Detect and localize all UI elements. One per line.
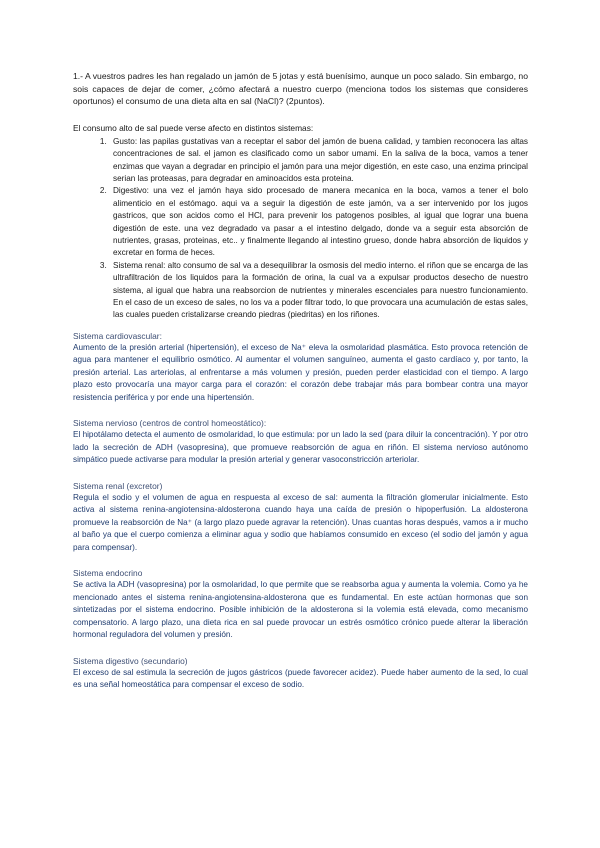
section-title: Sistema endocrino bbox=[73, 568, 143, 579]
section-cardiovascular bbox=[73, 330, 528, 405]
section-body: Regula el sodio y el volumen de agua en respuesta al exceso de sal: aumenta la filtración glomerular inicialmente. Esto activa al sistema renina-angiotensina-aldosterona cuando haya una caída de presión o hipoperfusión. La aldosterona promueve la reabsorción de Na⁺ (a largo plazo puede agravar la retención). Unas cuantas horas después, vamos a ir mucho al baño ya que el cuerpo comienza a eliminar agua y sodio que habíamos consumido en exceso (el sodio del jamón y agua para compensar). bbox=[73, 492, 528, 552]
answer-item-gusto: 1. Gusto: las papilas gustativas van a receptar el sabor del jamón de buena calidad, y tambien reconocera las altas concentraciones de sal. el jamon es clasificado como un sabor umami. En la saliva de la boca, vamos a tener enzimas que vayan a degradar en principio el jamón para una mejor digestión, en este caso, una enzima principal serian las proteasas, para degradar en aminoacidos esta proteina. bbox=[109, 136, 528, 186]
section-body: Se activa la ADH (vasopresina) por la osmolaridad, lo que permite que se reabsorba agua y aumenta la volemia. Como ya he mencionado antes el sistema renina-angiotensina-aldosterona que es fundamental. En este actúan hormonas que son sintetizadas por el sistema endocrino. Posible inhibición de la aldosterona si la volemia está elevada, como mecanismo compensatorio. A largo plazo, una dieta rica en sal puede provocar un estrés osmótico crónico puede alterar la liberación hormonal reguladora del volumen y presión. bbox=[73, 580, 528, 640]
section-title: Sistema digestivo (secundario) bbox=[73, 655, 188, 666]
answer-intro: El consumo alto de sal puede verse afecto en distintos sistemas: bbox=[73, 122, 314, 133]
section-endocrino bbox=[73, 567, 528, 642]
answer-list bbox=[73, 136, 528, 322]
section-title: Sistema nervioso (centros de control homeostático): bbox=[73, 418, 267, 429]
section-title: Sistema renal (excretor) bbox=[73, 480, 163, 491]
section-body: El hipotálamo detecta el aumento de osmolaridad, lo que estimula: por un lado la sed (para diluir la concentración). Y por otro lado la secreción de ADH (vasopresina), que promueve reabsorción de agua en riñón. El sistema nervioso autónomo simpático puede activarse para modular la presión arterial y generar vasoconstricción arteriolar. bbox=[73, 430, 528, 465]
section-title: Sistema cardiovascular: bbox=[73, 330, 162, 341]
document-page bbox=[73, 70, 528, 705]
section-digestivo bbox=[73, 655, 528, 692]
section-body: El exceso de sal estimula la secreción de jugos gástricos (puede favorecer acidez). Puede haber aumento de la sed, lo cual es una señal homeostática para compensar el exceso de sodio. bbox=[73, 667, 528, 690]
section-body: Aumento de la presión arterial (hipertensión), el exceso de Na⁺ eleva la osmolaridad plasmática. Esto provoca retención de agua para mantener el equilibrio osmótico. Al aumentar el volumen sanguíneo, aumenta el gasto cardíaco y, por tanto, la presión arterial. Las arteriolas, al enfrentarse a más volumen y presión, pueden perder elasticidad con el tiempo. A largo plazo esto provocaría una mayor carga para el corazón: el corazón debe trabajar más para bombear contra una mayor resistencia periférica y por ende una hipertensión. bbox=[73, 342, 528, 402]
answer-item-digestivo: 2. Digestivo: una vez el jamón haya sido procesado de manera mecanica en la boca, vamos a tener el bolo alimenticio en el estómago. aqui va a seguir la digestión de este jamón, va a ser intervenido por los jugos gastricos, que son acidos como el HCl, para prevenir los patogenos posibles, al igual que lograr una buena digestión de este. una vez degradado va pasar a el intestino delgado, donde va a seguir esta absorción de nutrientes, grasas, proteinas, etc.. y finalmente llegando al intestino grueso, donde habra absorción de liquidos y excretar en forma de heces. bbox=[109, 185, 528, 259]
section-nervioso bbox=[73, 417, 528, 467]
section-renal bbox=[73, 480, 528, 555]
answer-item-renal: 3. Sistema renal: alto consumo de sal va a desequilibrar la osmosis del medio interno. el riñon que se encarga de las ultrafiltración de los liquidos para la formación de orina, la cual va a expulsar productos desecho de nuestro sistema, al igual que habra una reabsorcion de nutrientes y minerales escenciales para nuestro funcionamiento. En el caso de un exceso de sales, no los va a poder filtrar todo, lo que provocara una acumulación de estas sales, las cuales pueden cristalizarse creando piedras (piedritas) en los riñones. bbox=[109, 260, 528, 322]
question-text: 1.- A vuestros padres les han regalado un jamón de 5 jotas y está buenísimo, aunque un poco salado. Sin embargo, no sois capaces de dejar de comer, ¿cómo afectará a nuestro cuerpo (menciona todos los sistemas que consideres oportunos) el consumo de una dieta alta en sal (NaCl)? (2puntos). bbox=[73, 71, 528, 107]
